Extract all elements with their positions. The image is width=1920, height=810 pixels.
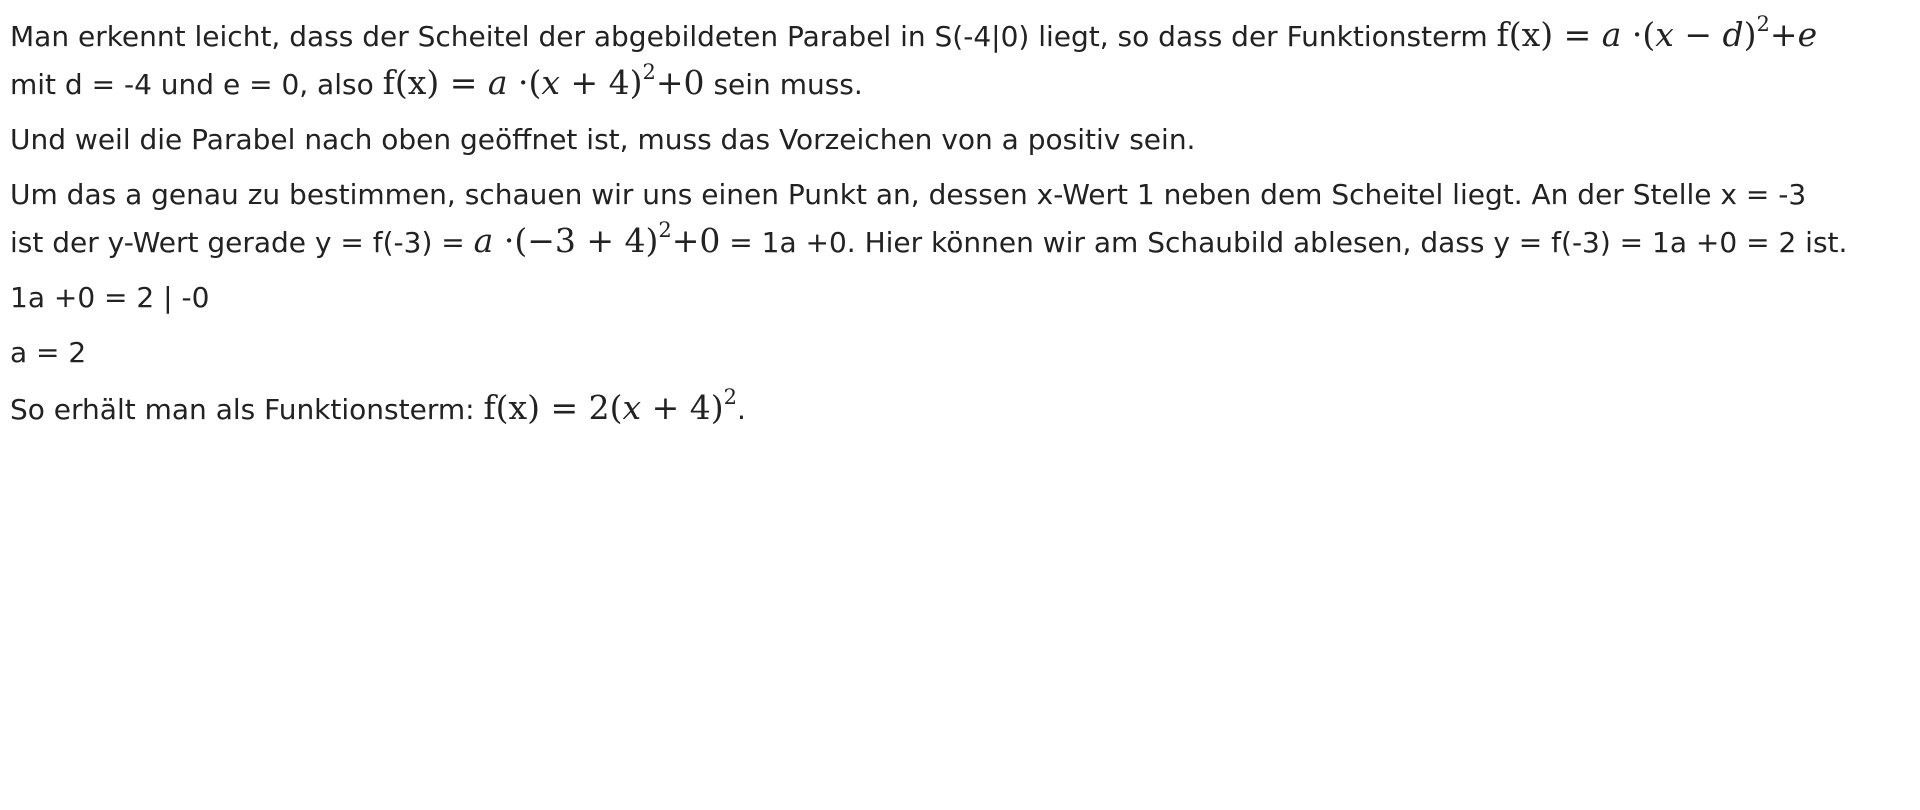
equation-result: a = 2 bbox=[10, 336, 87, 369]
general-vertex-form-formula: $f(x) = a \cdot(x - d)^2+e$ bbox=[1496, 12, 1818, 54]
final-text: So erhält man als Funktionsterm: bbox=[10, 393, 484, 426]
point-text: ist der y-Wert gerade y = f(-3) = bbox=[10, 226, 474, 259]
solution-text bbox=[10, 12, 1915, 442]
point-line-1: Um das a genau zu bestimmen, schauen wir uns einen Punkt an, dessen x-Wert 1 neben dem Scheitel liegt. An der Stelle x = -3 bbox=[10, 178, 1807, 211]
reading-text: = 1a +0. Hier können wir am Schaubild ablesen, dass y = f(-3) = 1a +0 = 2 ist. bbox=[720, 226, 1848, 259]
vertex-text: Man erkennt leicht, dass der Scheitel der abgebildeten Parabel in S(-4|0) liegt, so dass der Funktionsterm bbox=[10, 20, 1497, 53]
final-function-formula: $f(x) = 2(x + 4)^2$ bbox=[483, 385, 738, 427]
vertex-line-1 bbox=[10, 12, 1915, 60]
point-evaluation-formula: $a \cdot(-3 + 4)^2+0$ bbox=[473, 218, 721, 260]
specific-vertex-form-formula: $f(x) = a \cdot(x + 4)^2+0$ bbox=[382, 60, 705, 102]
paragraph-point bbox=[10, 172, 1915, 266]
vertex-line-2 bbox=[10, 60, 1915, 108]
conclusion-text: sein muss. bbox=[704, 68, 863, 101]
point-line-2 bbox=[10, 218, 1915, 266]
parameter-text: mit d = -4 und e = 0, also bbox=[10, 68, 383, 101]
equation-step: 1a +0 = 2 | -0 bbox=[10, 281, 210, 314]
paragraph-vertex bbox=[10, 12, 1915, 108]
paragraph-final: So erhält man als Funktionsterm: $f(x) = 2(x + 4)^2$. bbox=[10, 385, 746, 427]
paragraph-sign: Und weil die Parabel nach oben geöffnet ist, muss das Vorzeichen von a positiv sein. bbox=[10, 123, 1196, 156]
